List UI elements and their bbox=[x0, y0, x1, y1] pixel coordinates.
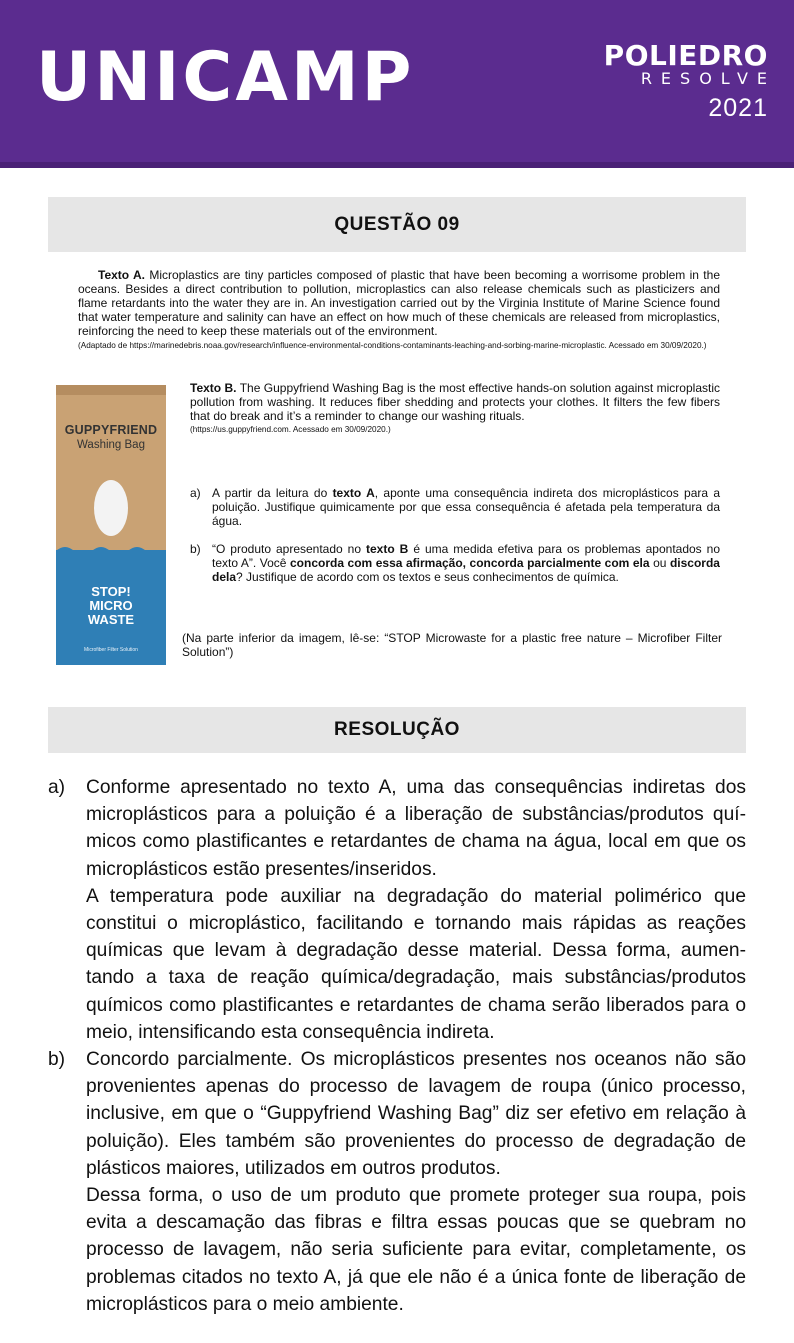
text-a-content: Microplastics are tiny particles composed of plastic that have been becoming a worrisome problem in the oceans. Besides a direct contribution to pollution, microplastics can also release chemicals such as plasticizers and flame retardants into the water they are in. An investigation carried out by the Virginia Institute of Marine Science found that water temperature and salinity can have an effect on how much of these chemicals are released from microplastics, reinforcing the need to keep these materials out of the environment. bbox=[78, 268, 720, 338]
item-b-part: ? Justifique de acordo com os textos e seus conhecimentos de química. bbox=[236, 570, 619, 584]
text-b bbox=[190, 381, 720, 435]
product-footer: Microfiber Filter Solution bbox=[84, 647, 138, 653]
image-note: (Na parte inferior da imagem, lê-se: “STOP Microwaste for a plastic free nature – Microfiber Filter Solution”) bbox=[182, 631, 722, 659]
resolution-title: RESOLUÇÃO bbox=[48, 707, 746, 753]
question-items bbox=[190, 486, 720, 598]
resolution-a-body bbox=[86, 774, 746, 1046]
item-a-text bbox=[212, 486, 720, 528]
product-stop-text bbox=[56, 585, 166, 627]
item-b-part: é uma medida efetiva para os problemas apontados no texto A”. Você bbox=[212, 542, 721, 570]
brand-tagline: RESOLVE bbox=[640, 69, 776, 88]
stop-line-2: MICRO bbox=[89, 598, 133, 613]
guppyfriend-product-image bbox=[56, 385, 166, 665]
item-b-bold: concorda com essa afirmação, concorda parcialmente com ela bbox=[289, 556, 650, 570]
text-b-source: (https://us.guppyfriend.com. Acessado em 30/09/2020.) bbox=[190, 425, 391, 434]
text-a bbox=[78, 268, 720, 351]
product-subtitle: Washing Bag bbox=[77, 439, 145, 451]
question-item-b bbox=[190, 542, 720, 584]
item-b-part: “O produto apresentado no bbox=[212, 542, 367, 556]
resolution-b-label: b) bbox=[48, 1049, 66, 1071]
resolution-paragraph: Conforme apresentado no texto A, uma das consequências indiretas dos microplásticos para a poluição é a liberação de substâncias/produtos químicos como plastificantes e retardantes de chama na água, local em que os microplásticos estão presentes/inseridos. bbox=[86, 777, 746, 880]
item-a-part: , aponte uma consequência indireta dos microplásticos para a poluição. Justifique quimicamente por que essa consequência é afetada pela temperatura da água. bbox=[212, 486, 721, 528]
product-name: GUPPYFRIEND bbox=[64, 423, 158, 437]
exam-year: 2021 bbox=[708, 93, 768, 122]
text-a-source: (Adaptado de https://marinedebris.noaa.gov/research/influence-environmental-conditions-contaminants-leaching-and-sorbing-marine-microplastic. Acessado em 30/09/2020.) bbox=[78, 341, 707, 350]
box-top bbox=[56, 385, 166, 395]
text-b-label: Texto B. bbox=[190, 381, 237, 395]
text-a-body bbox=[78, 268, 720, 338]
brand-name: POLIEDRO bbox=[603, 39, 768, 72]
stop-line-1: STOP! bbox=[91, 584, 131, 599]
poliedro-brand bbox=[603, 39, 776, 122]
resolution-item-a bbox=[48, 774, 746, 1046]
item-b-label: b) bbox=[190, 542, 201, 556]
unicamp-logo: UNICAMP bbox=[36, 38, 415, 117]
text-a-label: Texto A. bbox=[98, 268, 146, 282]
resolution-paragraph: Concordo parcialmente. Os microplásticos presentes nos oceanos não são provenientes apenas do processo de lavagem de roupa (único processo, inclusive, em que o “Guppyfriend Washing Bag” diz ser efetivo em relação à poluição). Eles também são provenientes do processo de degradação de plásticos maiores, utilizados em outros produtos. bbox=[86, 1049, 746, 1179]
item-a-label: a) bbox=[190, 486, 201, 500]
resolution-b-body bbox=[86, 1046, 746, 1318]
page-header bbox=[0, 0, 794, 168]
resolution-paragraph: Dessa forma, o uso de um produto que promete proteger sua roupa, pois evita a descamação das fibras e filtra essas poucas que se quebram no processo de lavagem, não seria suficiente para evitar, completamente, os problemas citados no texto A, já que ele não é a única fonte de liberação de microplásticos para o meio ambiente. bbox=[86, 1185, 746, 1315]
text-b-content: The Guppyfriend Washing Bag is the most effective hands-on solution against microplastic pollution from washing. It reduces fiber shedding and protects your clothes. It filters the few fibers that do break and it’s a reminder to change our washing rituals. bbox=[190, 381, 720, 423]
resolution-body bbox=[48, 774, 746, 1318]
box-window bbox=[94, 480, 128, 536]
resolution-item-b bbox=[48, 1046, 746, 1318]
item-b-part: ou bbox=[649, 556, 670, 570]
item-b-text bbox=[212, 542, 720, 584]
resolution-a-label: a) bbox=[48, 777, 66, 798]
question-title: QUESTÃO 09 bbox=[48, 197, 746, 252]
question-item-a bbox=[190, 486, 720, 528]
item-b-bold: discorda dela bbox=[212, 556, 720, 584]
item-a-bold: texto A bbox=[332, 486, 375, 500]
stop-line-3: WASTE bbox=[87, 612, 135, 627]
item-a-part: A partir da leitura do bbox=[212, 486, 333, 500]
item-b-bold: texto B bbox=[366, 542, 409, 556]
text-b-body bbox=[190, 381, 720, 423]
resolution-paragraph: A temperatura pode auxiliar na degradação do material polimérico que constitui o microplástico, facilitando e tornando mais rápidas as reações químicas que levam à degradação desse material. Dessa forma, aumentando a taxa de reação química/degradação, mais substâncias/produtos químicos como plastificantes e retardantes de chama serão liberados para o meio, intensificando esta consequência indireta. bbox=[86, 885, 746, 1043]
